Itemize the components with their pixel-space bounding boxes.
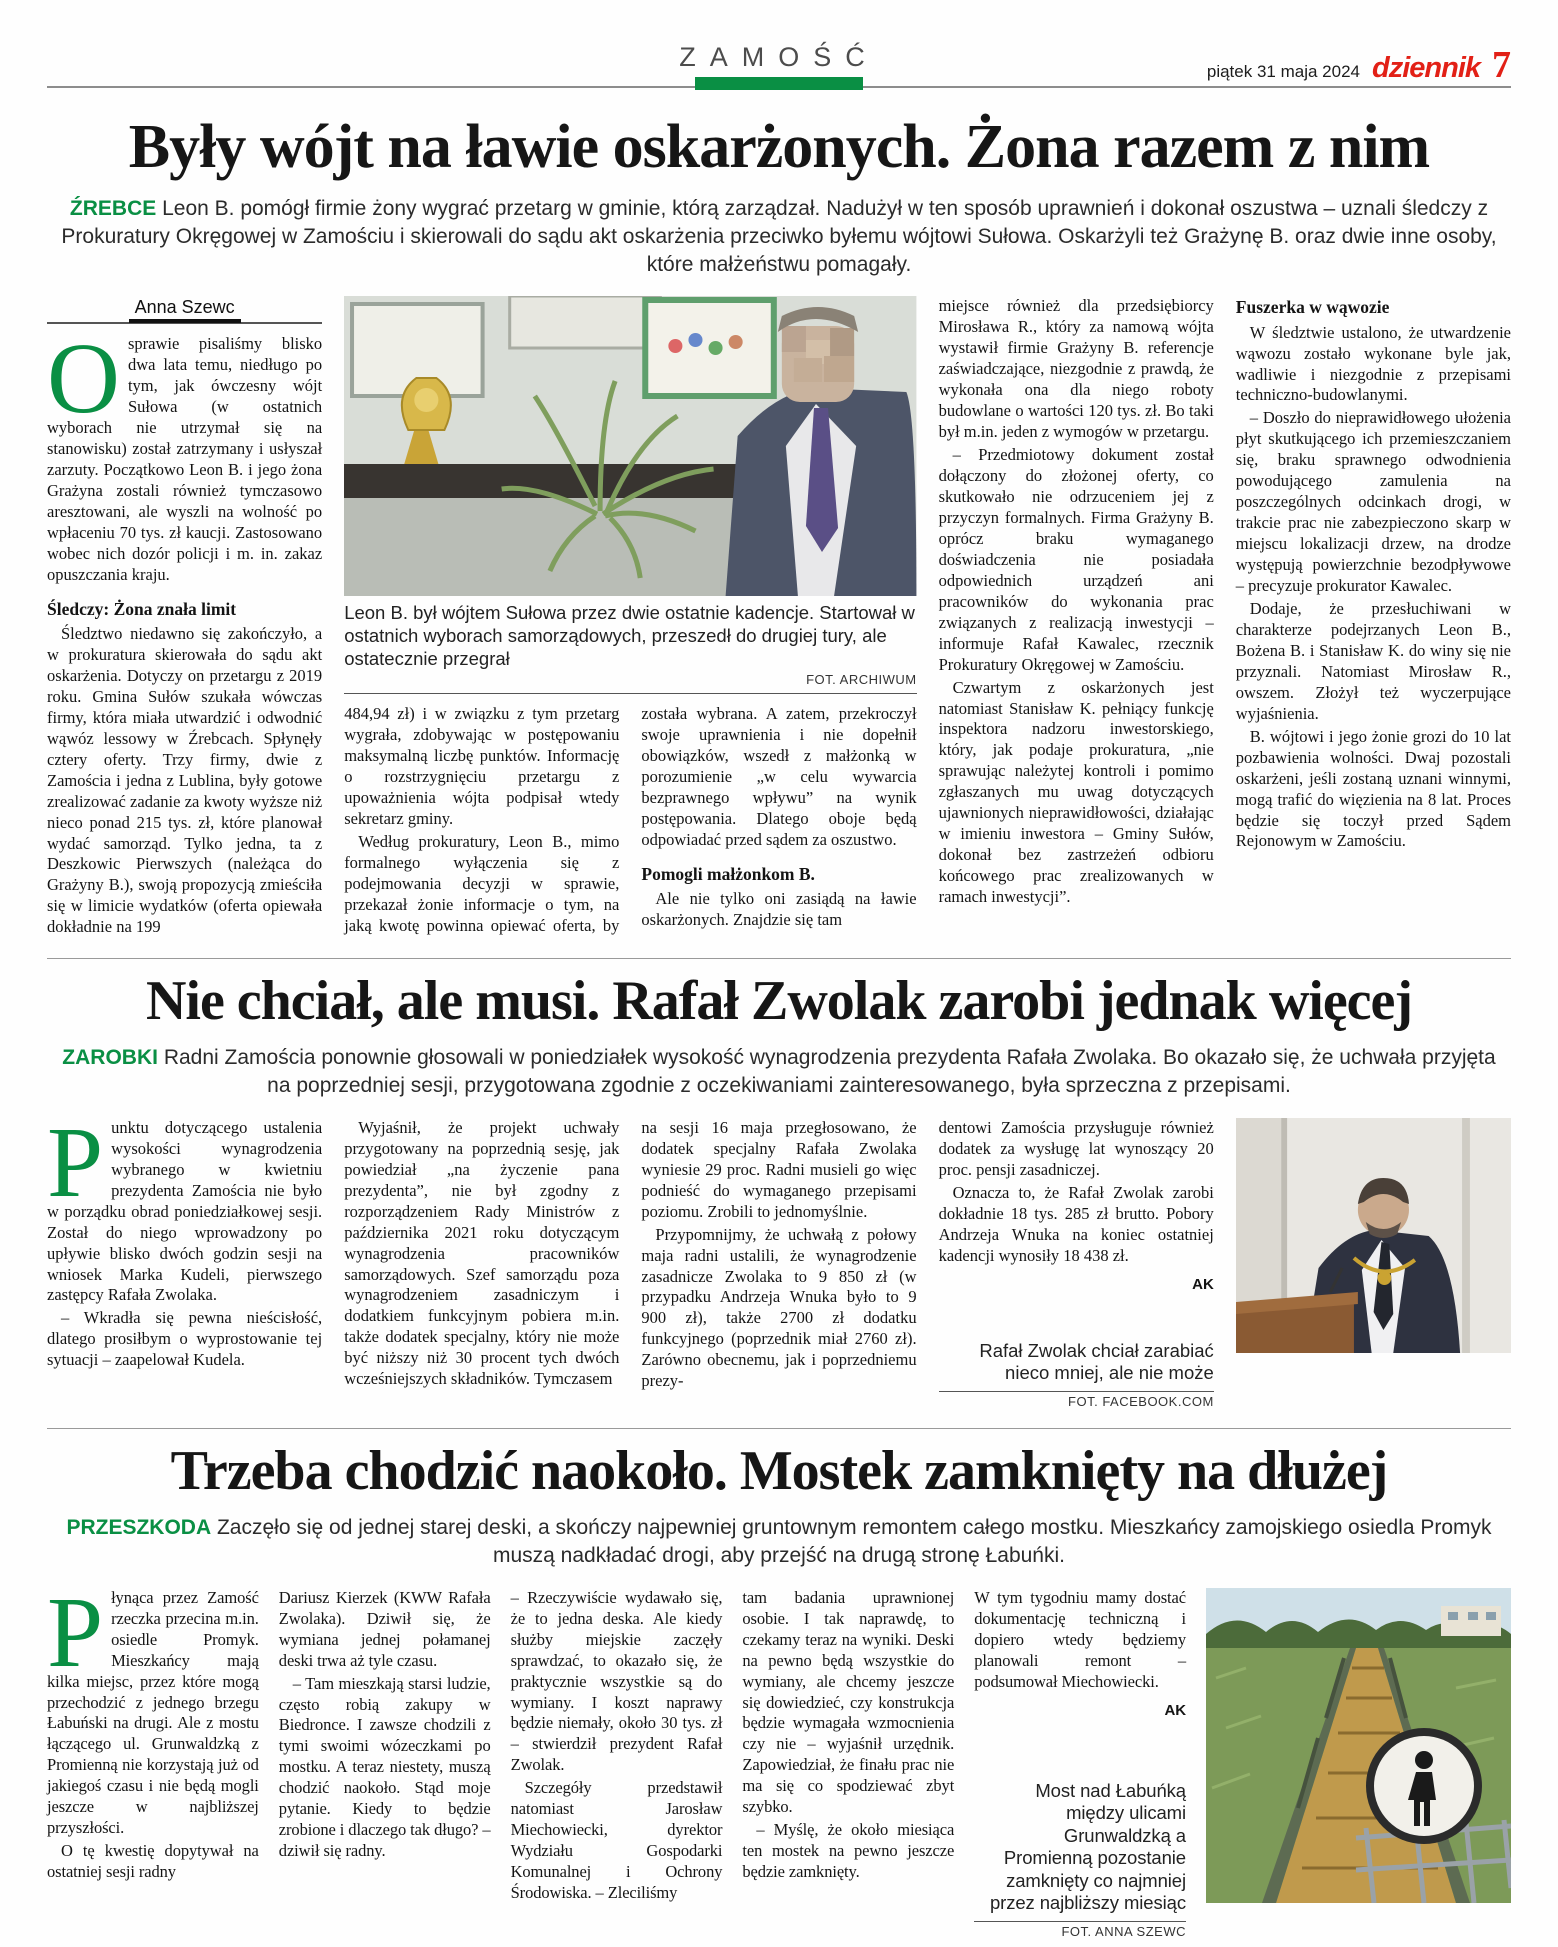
- paragraph: Punktu dotyczącego ustalenia wysokości wynagrodzenia wybranego w kwietniu prezydenta Zamościa nie było w porządku obrad poniedziałkowej sesji. Został do niego wprowadzony po upływie blisko dwóch godzin sesji na wniosek Marka Kudeli, pierwszego zastępcy Rafała Zwolaka.: [47, 1105, 323, 1305]
- paragraph: Czwartym z oskarżonych jest natomiast Stanisław K. pełniący funkcję inspektora nadzoru inwestorskiego, który, jak podaje prokuratura, „nie sprawując należytej kontroli i pomimo zgłaszanych mu uwag dotyczących ujawnionych nieprawidłowości, działając w imieniu inwestora – Gminy Sułów, dokonał bez zastrzeżeń odbioru końcowego prac zrealizowanych w ramach inwestycji”.: [938, 677, 1214, 907]
- paragraph: – Tam mieszkają starsi ludzie, często robią zakupy w Biedronce. I zawsze chodzili z tymi swoimi wózeczkami po mostku. A teraz niestety, muszą chodzić naokoło. Stąd moje pytanie. Kiedy to będzie zrobione i dlaczego tak długo? – dziwił się radny.: [278, 1673, 491, 1861]
- paragraph: Osprawie pisaliśmy blisko dwa lata temu, niedługo po tym, jak ówczesny wójt Sułowa (w ostatnich wyborach nie utrzymał się na stanowisku) został zatrzymany i usłyszał zarzuty. Początkowo Leon B. i jego żona Grażyna zostali również tymczasowo aresztowani, ale wyszli na wolność po wpłaceniu 70 tys. zł kaucji. Zastosowano wobec nich dozór policji i m. in. zakaz opuszczania kraju.: [47, 322, 323, 584]
- paragraph: Śledztwo niedawno się zakończyło, a w prokuratura skierowała do sądu akt oskarżenia. Dotyczy on przetargu z 2019 roku. Gmina Sułów szukała wówczas firmy, która miała utwardzić i odwodnić wąwóz lessowy w Źrebcach. Spłynęły cztery oferty. Trzy firmy, dwie z Zamościa i jedna z Lublina, były gotowe zrealizować zadanie za kwoty wyższe niż nieco ponad 215 tys. zł, które planował wydać samorząd. Tylko jedna, ta z Deszkowic Pierwszych (należąca do Grażyny B.), swoją propozycją zmieściła się w limicie wydatków (oferta opiewała dokładnie na 199: [47, 624, 323, 937]
- article2-kicker: ZAROBKI: [62, 1046, 158, 1070]
- article1-col4: [939, 296, 1214, 940]
- issue-date: piątek 31 maja 2024: [1206, 62, 1360, 81]
- author-initials: AK: [1164, 1701, 1186, 1719]
- article1-columns: [47, 296, 1511, 940]
- byline-block: [47, 296, 322, 324]
- article3-col1: [47, 1575, 259, 1941]
- article3-col4: [742, 1588, 954, 1941]
- photo2-caption: Rafał Zwolak chciał zarabiać nieco mniej, ale nie może: [979, 1339, 1214, 1384]
- paragraph: 484,94 zł) i w związku z tym przetarg wygrała, zdobywając w postępowaniu maksymalną liczbę punktów. Informację o rozstrzygnięciu przetargu z upoważnienia wójta podpisał wtedy sekretarz gminy.: [344, 704, 620, 828]
- subhead-zona-znala-limit: Śledczy: Żona znała limit: [47, 598, 237, 619]
- article1-col1: [47, 296, 322, 940]
- article1-headline: Były wójt na ławie oskarżonych. Żona razem z nim: [128, 113, 1430, 181]
- masthead-right: [1206, 44, 1511, 86]
- photo3-credit: FOT. ANNA SZEWC: [1061, 1923, 1186, 1939]
- article2-lead: [57, 1044, 1501, 1099]
- photo1-credit: FOT. ARCHIWUM: [806, 672, 917, 688]
- page-number: 7: [1492, 44, 1511, 86]
- paragraph: – Przedmiotowy dokument został dołączony do złożonej oferty, co skutkowało nie odrzuceniem jej z przyczyn formalnych. Firma Grażyny B. oprócz braku wymaganego doświadczenia nie posiadała odpowiednich urządzeń ani pracowników do wykonania prac związanych z realizacją inwestycji – informuje Rafał Kawalec, rzecznik Prokuratury Okręgowej w Zamościu.: [938, 445, 1214, 674]
- paragraph: – Wkradła się pewna nieścisłość, dlatego prosiłbym o wyprostowanie tej sytuacji – zaapelował Kudela.: [47, 1308, 323, 1370]
- paragraph: Dariusz Kierzek (KWW Rafała Zwolaka). Dziwił się, że wymiana jednej połamanej deski trwa aż tyle czasu.: [278, 1587, 491, 1670]
- subhead-fuszerka: Fuszerka w wąwozie: [1235, 297, 1390, 318]
- article1-lead: [57, 195, 1501, 278]
- article2-col3: [641, 1118, 916, 1410]
- paragraph: – Myślę, że około miesiąca ten mostek na pewno jeszcze będzie zamknięty.: [742, 1820, 955, 1882]
- leon-photo: [344, 296, 916, 596]
- article3-col5: [974, 1588, 1186, 1941]
- paragraph: Płynąca przez Zamość rzeczka przecina m.in. osiedle Promyk. Mieszkańcy mają kilka miejsc, przez które mogą przechodzić z jednego brzegu Łabuński na drugi. Ale z mostu łączącego ul. Grunwaldzką z Promienną nie korzystają już od jakiegoś czasu i nie będą mogli jeszcze w najbliższej przyszłości.: [47, 1575, 259, 1838]
- article3-col2: [279, 1588, 491, 1941]
- article-divider: [47, 958, 1511, 959]
- paragraph: Oznacza to, że Rafał Zwolak zarobi dokładnie 18 tys. 285 zł brutto. Pobory Andrzeja Wnuka na koniec ostatniej kadencji wynosiły 18 438 zł.: [938, 1182, 1214, 1265]
- no-pedestrians-sign-icon: [1366, 1728, 1482, 1844]
- photo3-caption: Most nad Łabuńką między ulicami Grunwaldzką a Promienną pozostanie zamknięty co najmniej przez najbliższy miesiąc: [989, 1779, 1186, 1914]
- paragraph: W tym tygodniu mamy dostać dokumentację techniczną i dopiero wtedy będziemy planowali remont – podsumował Miechowiecki.: [974, 1587, 1186, 1691]
- dropcap-letter: P: [47, 1575, 104, 1688]
- paragraph: B. wójtowi i jego żonie grozi do 10 lat pozbawienia wolności. Dwaj pozostali oskarżeni, jeśli zostaną uznani winnymi, mogą trafić do więzienia na 8 lat. Proces będzie się toczył przed Sądem Rejonowym w Zamościu.: [1235, 726, 1511, 851]
- article-divider: [47, 1428, 1511, 1429]
- article2-headline: Nie chciał, ale musi. Rafał Zwolak zarobi jednak więcej: [145, 970, 1413, 1033]
- bridge-photo: [1206, 1588, 1511, 1941]
- paragraph: Przypomnijmy, że uchwałą z połowy maja radni ustalili, że wynagrodzenie zasadnicze Zwolaka to 9 850 zł (w przypadku Andrzeja Wnuka było to 9 900 zł), także 2700 zł dodatku funkcyjnego (poprzednik miał 2760 zł). Zarówno obecnemu, jak i poprzedniemu prezy-: [641, 1224, 917, 1391]
- paragraph: O tę kwestię dopytywał na ostatniej sesji radny: [47, 1841, 259, 1882]
- article1-underphoto-text: [344, 704, 916, 936]
- article1-col5: [1236, 296, 1511, 940]
- article-zwolak-salary: [47, 970, 1511, 1410]
- paragraph: – Doszło do nieprawidłowego ułożenia płyt skutkującego ich przemieszczaniem się, braku sprawnego odwodnienia powodującego zamulenia na poszczególnych odcinkach drogi, w trakcie prac nie zabezpieczono skarp w miejscu lokalizacji drzew, na drodze występują powierzchnie bezodpływowe – precyzuje prokurator Kawalec.: [1235, 408, 1511, 596]
- newspaper-logo: dziennik: [1371, 52, 1480, 84]
- section-underline-bar: [695, 77, 863, 90]
- article3-kicker: PRZESZKODA: [66, 1516, 212, 1540]
- caption-rule: [974, 1921, 1186, 1922]
- photo1-caption: Leon B. był wójtem Sułowa przez dwie ostatnie kadencje. Startował w ostatnich wyborach samorządowych, przeszedł do drugiej tury, ale ostatecznie przegrał: [344, 602, 915, 669]
- article3-columns: [47, 1575, 1511, 1941]
- paragraph: Dodaje, że przesłuchiwani w charakterze podejrzanych Leon B., Bożena B. i Stanisław K. do winy się nie przyznali. Natomiast Mirosław R., owszem. Złożył też wyczerpujące wyjaśnienia.: [1235, 599, 1511, 723]
- paragraph: W śledztwie ustalono, że utwardzenie wąwozu zostało wykonane byle jak, wadliwie i niezgodnie z przepisami techniczno-budowlanymi.: [1235, 322, 1511, 405]
- paragraph: tam badania uprawnionej osobie. I tak naprawdę, to czekamy teraz na wyniki. Deski na pewno będą wszystkie do wymiany, ale chcemy jeszcze się dowiedzieć, czy konstrukcja będzie wymagała wzmocnienia czy nie – wyjaśnił urzędnik. Zapowiedział, że finału prac nie ma się co spodziewać zbyt szybko.: [742, 1587, 955, 1817]
- paragraph: Wyjaśnił, że projekt uchwały przygotowany na poprzednią sesję, jak powiedział „na życzenie pana prezydenta”, nie był zgodny z rozporządzeniem Rady Ministrów z października 2021 roku dotyczącym wynagrodzenia pracowników samorządowych. Szef samorządu poza wynagrodzeniem zasadniczym i dodatkiem funkcyjnym pobiera m.in. także dodatek specjalny, który nie może być niższy niż 30 procent tych dwóch wcześniejszych składników. Tymczasem: [344, 1117, 620, 1389]
- section-title: ZAMOŚĆ: [679, 42, 879, 72]
- article2-lead-text: Radni Zamościa ponownie głosowali w poniedziałek wysokość wynagrodzenia prezydenta Rafała Zwolaka. Bo okazało się, że uchwała przyjęta na poprzedniej sesji, przygotowana zgodnie z oczekiwaniami zainteresowanego, była sprzeczna z przepisami.: [163, 1046, 1496, 1098]
- caption-rule: [344, 693, 916, 694]
- zwolak-photo: [1236, 1118, 1511, 1410]
- article2-columns: [47, 1105, 1511, 1410]
- dropcap-letter: O: [47, 322, 120, 435]
- bridge-photo-illustration: [1206, 1588, 1511, 1903]
- author-initials: AK: [1192, 1275, 1214, 1293]
- article-bridge-closed: [47, 1440, 1511, 1940]
- article1-photo-and-text: [344, 296, 916, 940]
- article3-headline: Trzeba chodzić naokoło. Mostek zamknięty na dłużej: [170, 1440, 1388, 1503]
- article2-col2: [344, 1118, 619, 1410]
- article2-col1: [47, 1105, 323, 1410]
- article1-lead-text: Leon B. pomógł firmie żony wygrać przetarg w gminie, którą zarządzał. Nadużył w ten sposób uprawnień i dokonał oszustwa – uznali śledczy z Prokuratury Okręgowej w Zamościu i skierowali do sądu akt oskarżenia przeciwko byłemu wójtowi Sułowa. Oskarżyli też Grażynę B. oraz dwie inne osoby, które małżeństwu pomagały.: [61, 197, 1497, 276]
- masthead: [47, 14, 1511, 110]
- article1-kicker: ŹREBCE: [69, 197, 157, 221]
- paragraph: dentowi Zamościa przysługuje również dodatek za wysługę lat wynoszący 20 proc. pensji zasadniczej.: [938, 1117, 1214, 1179]
- author-byline: Anna Szewc: [129, 297, 241, 323]
- photo2-caption-block: [939, 1340, 1214, 1411]
- leon-photo-illustration: [344, 296, 916, 596]
- paragraph: miejsce również dla przedsiębiorcy Mirosława R., który za namową wójta wystawił firmie Grażyny B. referencje zaświadczające, niezgodnie z prawdą, że wykonała ona dla niego roboty budowlane o wartości 120 tys. zł. Bo taki był m.in. jeden z wymogów w przetargu.: [938, 296, 1214, 442]
- dropcap-letter: P: [47, 1105, 104, 1218]
- photo3-caption-block: [974, 1780, 1186, 1941]
- caption-rule: [939, 1391, 1214, 1392]
- article-former-mayor: [47, 113, 1511, 940]
- article2-col4: [939, 1118, 1214, 1410]
- paragraph: – Rzeczywiście wydawało się, że to jedna deska. Ale kiedy służby miejskie zaczęły sprawdzać, to okazało się, że praktycznie wszystkie są do wymiany. I koszt naprawy będzie niemały, około 30 tys. zł – stwierdził prezydent Rafał Zwolak.: [510, 1587, 723, 1775]
- paragraph: na sesji 16 maja przegłosowano, że dodatek specjalny Rafała Zwolaka wyniesie 29 proc. Radni musieli go więc podnieść do wymaganego przepisami poziomu. Zrobili to jednomyślnie.: [641, 1117, 917, 1221]
- article3-lead: [57, 1514, 1501, 1569]
- article3-lead-text: Zaczęło się od jednej starej deski, a skończy najpewniej gruntownym remontem całego mostku. Mieszkańcy zamojskiego osiedla Promyk muszą nadkładać drogi, aby przejść na drugą stronę Łabuńki.: [216, 1516, 1492, 1568]
- subhead-pomogli-malzonkom: Pomogli małżonkom B.: [641, 863, 815, 884]
- photo2-credit: FOT. FACEBOOK.COM: [1068, 1393, 1214, 1409]
- paragraph: Szczegóły przedstawił natomiast Jarosław Miechowiecki, dyrektor Wydziału Gospodarki Komunalnej i Ochrony Środowiska. – Zleciliśmy: [510, 1778, 723, 1903]
- paragraph: Według prokuratury, Leon B., mimo formalnego wyłączenia się z podejmowania decyzji w sprawie, przekazał żonie informacje o tym, na jaką kwotę powinna opiewać oferta, by została wybrana. A zatem, przekroczył swoje uprawnienia i nie dopełnił obowiązków, wszedł z małżonką w porozumienie „w celu wywarcia bezprawnego wpływu” na wynik postępowania. Dlatego oboje będą odpowiadać przed sądem za oszustwo.: [344, 704, 917, 935]
- paragraph: Ale nie tylko oni zasiądą na ławie oskarżonych. Znajdzie się tam: [641, 888, 917, 929]
- article3-col3: [511, 1588, 723, 1941]
- zwolak-photo-illustration: [1236, 1118, 1511, 1353]
